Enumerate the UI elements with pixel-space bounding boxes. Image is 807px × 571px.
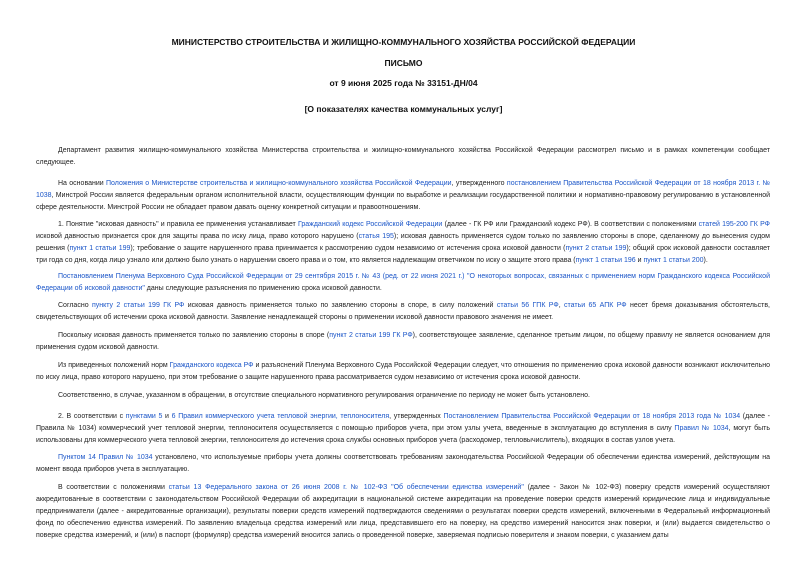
document-type: ПИСЬМО: [384, 58, 423, 68]
paragraph-text: ); требование о защите нарушенного права принимается к рассмотрению судом независимо от истечения срока исковой давности (: [130, 245, 566, 252]
document-link[interactable]: статьи 13 Федерального закона от 26 июня 2008 г. № 102-ФЗ "Об обеспечении единства измерений": [168, 484, 524, 491]
document-link[interactable]: пункт 2 статьи 199: [565, 245, 627, 252]
document-link[interactable]: Постановлением Правительства Российской Федерации от 18 ноября 2013 года № 1034: [443, 413, 741, 420]
document-link[interactable]: Правил № 1034: [674, 425, 729, 432]
document-link[interactable]: статья 195: [358, 233, 394, 240]
paragraph-text: Департамент развития жилищно-коммунального хозяйства Министерства строительства и жилищно-коммунального хозяйства Российской Федерации рассмотрел письмо и в рамках компетенции сообщает следующее.: [36, 147, 770, 166]
paragraph: [36, 390, 770, 402]
paragraph: [36, 452, 770, 476]
paragraph-text: Поскольку исковая давность применяется только по заявлению стороны в споре (: [58, 332, 330, 339]
paragraph-text: 2. В соответствии с: [58, 413, 126, 420]
paragraph-text: несет бремя доказывания обстоятельств, свидетельствующих об истечении срока исковой давности. Заявление ненадлежащей стороны о применении исковой давности правового значения не имеет.: [36, 302, 771, 321]
document-link[interactable]: Гражданского кодекса РФ: [169, 362, 254, 369]
paragraph: [36, 330, 770, 354]
paragraph-text: 1. Понятие "исковая давность" и правила ее применения устанавливает: [58, 221, 298, 228]
paragraph-text: Соответственно, в случае, указанном в обращении, в отсутствие специального нормативного регулирования ограничение по периоду не может быть установлено.: [58, 392, 590, 399]
paragraph-text: ), соответствующее заявление, сделанное третьим лицом, по общему правилу не является основанием для применения судом исковой давности.: [36, 332, 770, 351]
ministry-heading: МИНИСТЕРСТВО СТРОИТЕЛЬСТВА И ЖИЛИЩНО-КОММУНАЛЬНОГО ХОЗЯЙСТВА РОССИЙСКОЙ ФЕДЕРАЦИИ: [171, 37, 636, 47]
document-link[interactable]: Пунктом 14 Правил № 1034: [58, 454, 153, 461]
document-link[interactable]: пункт 1 статьи 199: [69, 245, 131, 252]
paragraph-text: (далее - Закон № 102-ФЗ) поверку средств измерений осуществляют аккредитованные в соответствии с законодательством Российской Федерации об аккредитации в национальной системе аккредитации на проведение поверки средств измерений юридические лица и индивидуальные предприниматели (далее - аккредитованные организации), результаты поверки средств измерений подтверждаются сведениями о результатах поверки средств измерений, включенными в Федеральный информационный фонд по обеспечению единства измерений. По заявлению владельца средства измерений или лица, представившего его на поверку, на средство измерений наносится знак поверки, и (или) выдается свидетельство о поверке средства измерений, и (или) в паспорт (формуляр) средства измерений вносится запись о проведенной поверке, заверяемая подписью поверителя и знаком поверки, с указанием даты: [36, 484, 770, 539]
paragraph: [36, 145, 770, 169]
paragraph-text: исковой давностью признается срок для защиты права по иску лица, право которого нарушено (: [36, 233, 359, 240]
paragraph: [36, 482, 770, 542]
paragraph-text: Из приведенных положений норм: [58, 362, 170, 369]
paragraph-text: В соответствии с положениями: [58, 484, 169, 491]
paragraph-text: , могут быть использованы для коммерческого учета тепловой энергии, теплоносителя до истечения срока службы основных приборов учета (расходомер, тепловычислитель), входящих в состав узлов учета.: [36, 425, 770, 444]
paragraph: [36, 271, 770, 295]
document-date-number: от 9 июня 2025 года № 33151-ДН/04: [329, 78, 478, 88]
paragraph-text: ,: [558, 302, 564, 309]
paragraph: [36, 178, 770, 214]
paragraph: [36, 411, 770, 447]
document-link[interactable]: Постановлением Пленума Верховного Суда Российской Федерации от 29 сентября 2015 г. № 43 (ред. от 22 июня 2021 г.) "О некоторых вопросах, связанных с применением норм Гражданского кодекса Российской Федерации об исковой давности": [36, 273, 770, 292]
document-link[interactable]: 6 Правил коммерческого учета тепловой энергии, теплоносителя: [171, 413, 390, 420]
document-link[interactable]: пункту 2 статьи 199 ГК РФ: [91, 302, 185, 309]
paragraph-text: ); исковая давность применяется судом только по заявлению стороны в споре, сделанному до вынесения судом решения (: [36, 233, 770, 252]
paragraph-text: установлено, что используемые приборы учета должны соответствовать требованиям законодательства Российской Федерации об обеспечении единства измерений, действующим на момент ввода приборов учета в эксплуатацию.: [36, 454, 770, 473]
document-link[interactable]: пункт 2 статьи 199 ГК РФ: [329, 332, 413, 339]
paragraph-text: , Минстрой России является федеральным органом исполнительной власти, осуществляющим функции по выработке и реализации государственной политики и нормативно-правовому регулированию в установленной сфере деятельности. Минстрой России не обладает правом давать оценку конкретной ситуации и правоотношениям.: [36, 192, 770, 211]
paragraph-text: На основании: [58, 180, 107, 187]
document-link[interactable]: пункт 1 статьи 200: [643, 257, 704, 264]
document-link[interactable]: постановлением Правительства Российской Федерации от 18 ноября 2013 г. № 1038: [36, 180, 770, 199]
paragraph-text: , утвержденного: [451, 180, 507, 187]
document-link[interactable]: Гражданский кодекс Российской Федерации: [297, 221, 443, 228]
paragraph-text: и: [162, 413, 172, 420]
paragraph-text: и разъяснений Пленума Верховного Суда Российской Федерации следует, что отношения по применению срока исковой давности возникают исключительно по иску лица, право которого нарушено, при этом требование о защите нарушенного права рассматривается судом независимо от истечения срока исковой давности.: [36, 362, 771, 381]
document-subject: [О показателях качества коммунальных услуг]: [304, 104, 503, 114]
paragraph-text: ); общий срок исковой давности составляет три года со дня, когда лицо узнало или должно было узнать о нарушении своего права и о том, кто является надлежащим ответчиком по иску о защите этого права (: [36, 245, 770, 264]
paragraph-text: ).: [703, 257, 708, 264]
paragraph-text: Согласно: [58, 302, 92, 309]
document-link[interactable]: Положения о Министерстве строительства и жилищно-коммунального хозяйства Российской Федерации: [106, 180, 452, 187]
paragraph-text: , утвержденных: [389, 413, 444, 420]
paragraph-text: исковая давность применяется только по заявлению стороны в споре, в силу положений: [184, 302, 497, 309]
paragraph: [36, 300, 770, 324]
paragraph-text: (далее - Правила № 1034) коммерческий учет тепловой энергии, теплоносителя осуществляется с помощью приборов учета, при этом узлы учета, введенные в эксплуатацию до вступления в силу: [36, 413, 770, 432]
document-link[interactable]: статей 195-200 ГК РФ: [698, 221, 771, 228]
paragraph-text: и: [635, 257, 644, 264]
paragraph-text: (далее - ГК РФ или Гражданский кодекс РФ). В соответствии с положениями: [442, 221, 699, 228]
document-link[interactable]: статьи 56 ГПК РФ: [496, 302, 559, 309]
document-link[interactable]: пунктами 5: [125, 413, 163, 420]
paragraph-text: даны следующие разъяснения по применению срока исковой давности.: [144, 285, 382, 292]
paragraph: [36, 219, 770, 267]
document-link[interactable]: пункт 1 статьи 196: [575, 257, 636, 264]
document-link[interactable]: статьи 65 АПК РФ: [564, 302, 627, 309]
paragraph: [36, 360, 770, 384]
